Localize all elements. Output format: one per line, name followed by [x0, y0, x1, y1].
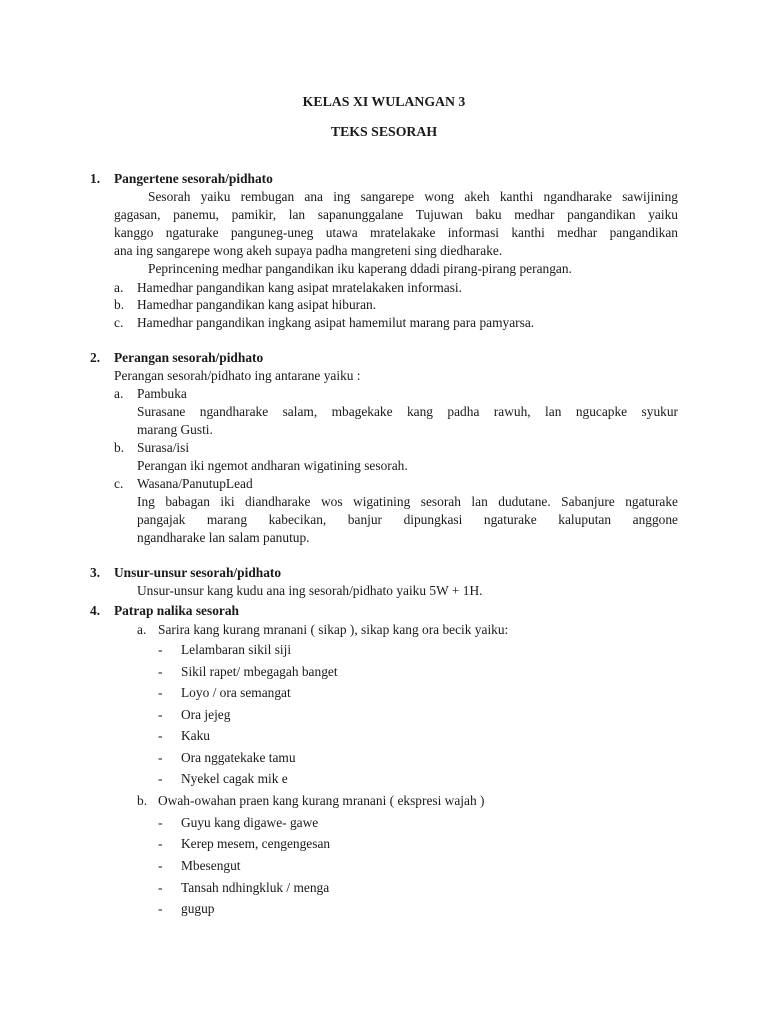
list-item-desc: Ing babagan iki diandharake wos wigatining sesorah lan dudutane. Sabanjure ngaturake — [137, 494, 678, 509]
bullet-item: Mbesengut — [181, 858, 241, 873]
bullet-dash: - — [158, 815, 163, 830]
section-title: Perangan sesorah/pidhato — [114, 350, 264, 365]
bullet-item: Kerep mesem, cengengesan — [181, 836, 331, 851]
bullet-item: Loyo / ora semangat — [181, 685, 291, 700]
list-item-title: Wasana/PanutupLead — [137, 476, 253, 491]
bullet-item: Lelambaran sikil siji — [181, 642, 292, 657]
section-number: 4. — [90, 603, 101, 618]
document-title: KELAS XI WULANGAN 3 — [302, 94, 466, 109]
list-item-desc: ngandharake lan salam panutup. — [137, 530, 310, 545]
paragraph-line: Peprincening medhar pangandikan iku kaperang ddadi pirang-pirang perangan. — [148, 261, 572, 276]
paragraph-line: Perangan sesorah/pidhato ing antarane yaiku : — [114, 368, 361, 383]
paragraph-line: Sesorah yaiku rembugan ana ing sangarepe wong akeh kanthi ngandharake sawijining — [148, 189, 678, 204]
list-label: a. — [114, 280, 124, 295]
bullet-item: Kaku — [181, 728, 211, 743]
section-4-heading — [90, 603, 239, 619]
list-item-desc: marang Gusti. — [137, 422, 213, 437]
bullet-item: Guyu kang digawe- gawe — [181, 815, 319, 830]
bullet-item: Ora nggatekake tamu — [181, 750, 296, 765]
list-label: b. — [114, 297, 125, 312]
list-label: a. — [137, 622, 147, 637]
bullet-dash: - — [158, 664, 163, 679]
section-number: 3. — [90, 565, 101, 580]
paragraph-line: Unsur-unsur kang kudu ana ing sesorah/pidhato yaiku 5W + 1H. — [137, 583, 483, 598]
section-2-heading — [90, 350, 263, 366]
bullet-item: Tansah ndhingkluk / menga — [181, 880, 330, 895]
list-label: b. — [137, 793, 148, 808]
bullet-dash: - — [158, 685, 163, 700]
section-title: Unsur-unsur sesorah/pidhato — [114, 565, 282, 580]
list-item-title: Pambuka — [137, 386, 187, 401]
list-item: Hamedhar pangandikan ingkang asipat hamemilut marang para pamyarsa. — [137, 315, 535, 330]
bullet-dash: - — [158, 750, 163, 765]
section-number: 1. — [90, 171, 101, 186]
list-item: Sarira kang kurang mranani ( sikap ), sikap kang ora becik yaiku: — [158, 622, 509, 637]
list-item: Hamedhar pangandikan kang asipat hiburan. — [137, 297, 377, 312]
bullet-item: Nyekel cagak mik e — [181, 771, 288, 786]
bullet-dash: - — [158, 707, 163, 722]
document-subtitle: TEKS SESORAH — [330, 124, 438, 139]
bullet-dash: - — [158, 728, 163, 743]
list-item: Hamedhar pangandikan kang asipat mratelakaken informasi. — [137, 280, 462, 295]
section-title: Patrap nalika sesorah — [114, 603, 239, 618]
bullet-dash: - — [158, 858, 163, 873]
bullet-dash: - — [158, 880, 163, 895]
list-label: c. — [114, 315, 124, 330]
paragraph-line: ana ing sangarepe wong akeh supaya padha mangreteni sing diedharake. — [114, 243, 503, 258]
list-item-desc: pangajak marang kabecikan, banjur dipungkasi ngaturake kaluputan anggone — [137, 512, 678, 527]
section-title: Pangertene sesorah/pidhato — [114, 171, 273, 186]
paragraph-line: gagasan, panemu, pamikir, lan sapanunggalane Tujuwan baku medhar pangandikan yaiku — [114, 207, 678, 222]
bullet-item: Sikil rapet/ mbegagah banget — [181, 664, 338, 679]
list-item: Owah-owahan praen kang kurang mranani ( ekspresi wajah ) — [158, 793, 485, 808]
section-1-heading — [90, 171, 273, 187]
list-label: b. — [114, 440, 125, 455]
section-number: 2. — [90, 350, 101, 365]
list-item-title: Surasa/isi — [137, 440, 190, 455]
section-3-heading — [90, 565, 281, 581]
paragraph-line: kanggo ngaturake panguneg-uneg utawa mratelakake informasi kanthi medhar pangandikan — [114, 225, 678, 240]
bullet-dash: - — [158, 901, 163, 916]
list-item-desc: Surasane ngandharake salam, mbagekake kang padha rawuh, lan ngucapke syukur — [137, 404, 678, 419]
list-item-desc: Perangan iki ngemot andharan wigatining sesorah. — [137, 458, 408, 473]
list-label: a. — [114, 386, 124, 401]
bullet-item: Ora jejeg — [181, 707, 231, 722]
bullet-dash: - — [158, 771, 163, 786]
list-label: c. — [114, 476, 124, 491]
bullet-dash: - — [158, 836, 163, 851]
bullet-dash: - — [158, 642, 163, 657]
bullet-item: gugup — [181, 901, 215, 916]
